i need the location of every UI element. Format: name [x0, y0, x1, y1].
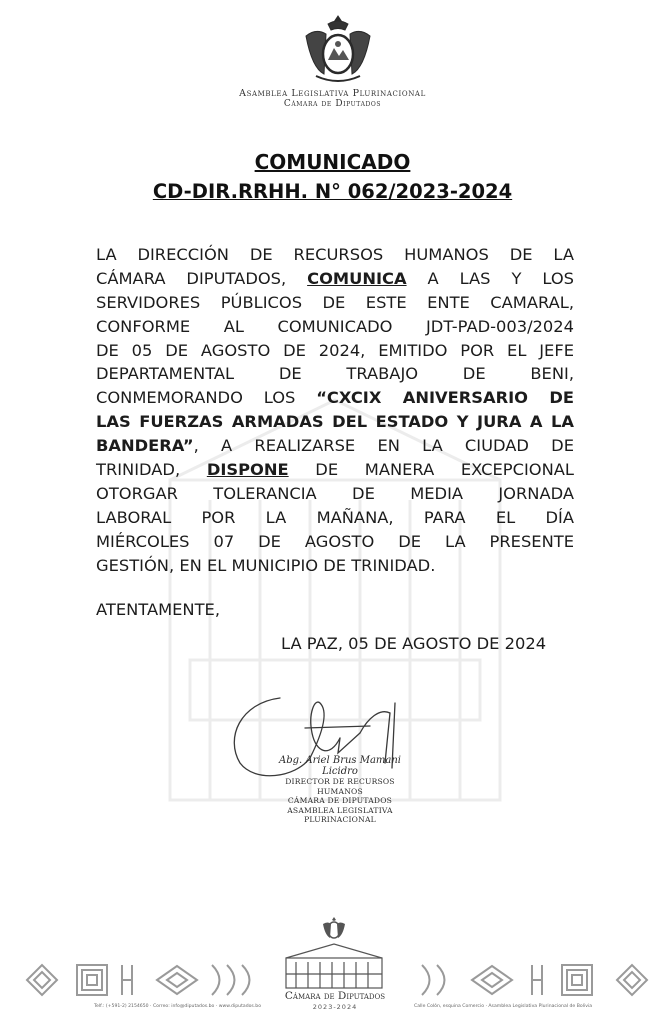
place-and-date: LA PAZ, 05 DE AGOSTO DE 2024 — [281, 634, 547, 653]
body-line — [96, 410, 574, 434]
salutation: ATENTAMENTE, — [96, 600, 221, 619]
signer-name: Abg. Ariel Brus Mamani Licidro — [278, 755, 402, 777]
footer-chamber-name: Cámara de Diputados — [284, 990, 386, 1002]
body-line — [96, 386, 574, 410]
body-text: DE 05 DE AGOSTO DE 2024, EMITIDO POR EL JEFE — [96, 340, 574, 360]
footer-contact: Telf.: (+591-2) 2154650 · Correo: info@diputados.bo · www.diputados.bo — [94, 1004, 262, 1009]
signer-position: DIRECTOR DE RECURSOS HUMANOS — [285, 777, 395, 796]
communique-body — [96, 243, 574, 577]
body-text: LABORAL POR LA MAÑANA, PARA EL DÍA — [96, 507, 574, 527]
document-title: COMUNICADO — [254, 150, 411, 174]
andean-pattern-right-icon — [412, 955, 657, 1005]
body-line — [96, 554, 574, 578]
body-line — [96, 482, 574, 506]
institution-name: Asamblea Legislativa Plurinacional — [239, 88, 426, 99]
body-text: CONFORME AL COMUNICADO JDT-PAD-003/2024 — [96, 316, 574, 336]
body-line — [96, 434, 574, 458]
body-text: CÁMARA DIPUTADOS, — [96, 268, 308, 288]
footer-address: Calle Colón, esquina Comercio · Asamblea Legislativa Plurinacional de Bolivia — [414, 1004, 593, 1009]
body-line — [96, 267, 574, 291]
body-line — [96, 243, 574, 267]
body-line — [96, 339, 574, 363]
keyword-comunica: COMUNICA — [307, 268, 407, 288]
body-line — [96, 458, 574, 482]
coat-of-arms-icon — [298, 14, 378, 86]
body-line — [96, 506, 574, 530]
body-text: MIÉRCOLES 07 DE AGOSTO DE LA PRESENTE — [96, 531, 574, 551]
chamber-name: Cámara de Diputados — [283, 99, 382, 109]
event-name: LAS FUERZAS ARMADAS DEL ESTADO Y JURA A LA — [96, 412, 574, 432]
body-text: DE MANERA EXCEPCIONAL — [288, 460, 574, 480]
signature-stamp — [265, 755, 415, 825]
body-text: DEPARTAMENTAL DE TRABAJO DE BENI, — [96, 364, 574, 384]
signer-chamber: CÁMARA DE DIPUTADOS — [287, 796, 393, 805]
body-line — [96, 315, 574, 339]
body-text: LA DIRECCIÓN DE RECURSOS HUMANOS DE LA — [96, 245, 574, 264]
body-text: OTORGAR TOLERANCIA DE MEDIA JORNADA — [96, 483, 574, 503]
body-text: GESTIÓN, EN EL MUNICIPIO DE TRINIDAD. — [96, 555, 436, 575]
coat-of-arms-small-icon — [321, 916, 347, 942]
body-text: , A REALIZARSE EN LA CIUDAD DE — [193, 436, 574, 456]
body-text: A LAS Y LOS — [406, 268, 574, 288]
andean-pattern-left-icon — [22, 955, 277, 1005]
body-line — [96, 291, 574, 315]
event-name: BANDERA” — [96, 436, 194, 456]
body-line — [96, 530, 574, 554]
body-text: SERVIDORES PÚBLICOS DE ESTE ENTE CAMARAL, — [96, 292, 574, 312]
body-line — [96, 362, 574, 386]
event-name: “CXCIX ANIVERSARIO DE — [316, 388, 574, 408]
signer-institution: ASAMBLEA LEGISLATIVA PLURINACIONAL — [287, 805, 393, 824]
keyword-dispone: DISPONE — [206, 460, 289, 480]
body-text: TRINIDAD, — [96, 460, 207, 480]
footer-legislature-years: 2023-2024 — [312, 1003, 358, 1011]
body-text: CONMEMORANDO LOS — [96, 388, 317, 408]
legislative-building-icon — [282, 940, 386, 990]
document-reference: CD-DIR.RRHH. N° 062/2023-2024 — [152, 180, 513, 203]
